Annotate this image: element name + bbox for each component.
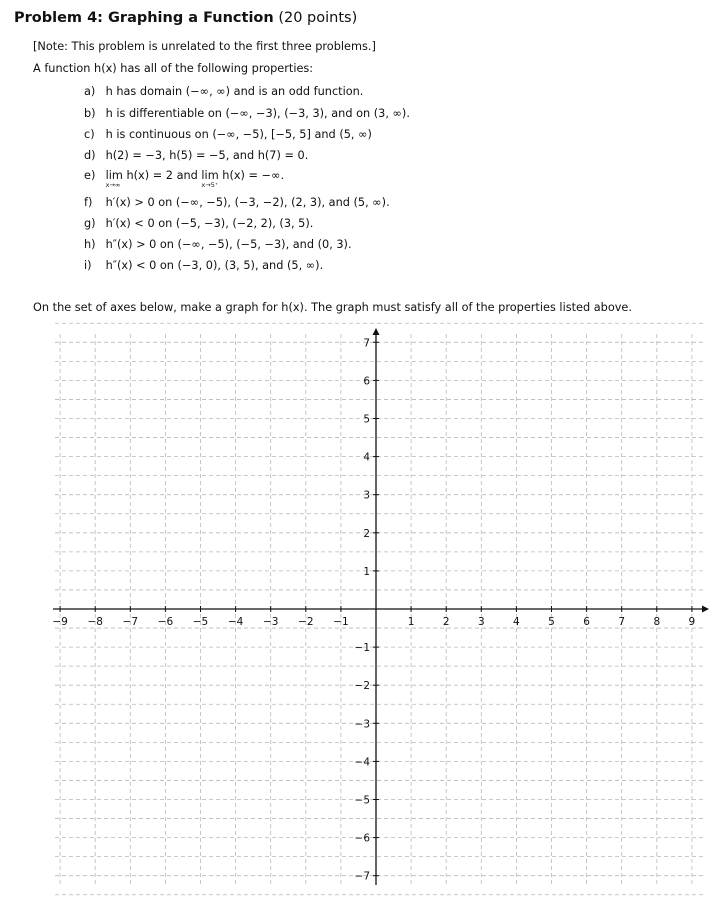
x-tick-label: −8: [87, 616, 103, 628]
y-axis-arrow: [373, 328, 380, 335]
x-tick-label: 9: [688, 616, 696, 628]
property-text: h′(x) > 0 on (−∞, −5), (−3, −2), (2, 3), and (5, ∞).: [105, 196, 390, 209]
y-tick-label: 2: [363, 527, 370, 540]
x-tick-label: 2: [442, 616, 450, 628]
x-tick-label: 8: [653, 616, 661, 628]
property-text: h(2) = −3, h(5) = −5, and h(7) = 0.: [105, 149, 309, 162]
problem-intro: A function h(x) has all of the following properties:: [33, 62, 314, 75]
axes: [53, 328, 709, 885]
x-axis-arrow: [702, 606, 709, 613]
limit-operator: lim x→∞: [105, 169, 123, 189]
x-tick-label: 4: [513, 616, 520, 628]
property-label: a): [84, 85, 96, 98]
property-text: h(x) = −∞.: [218, 169, 285, 182]
y-tick-label: −2: [354, 680, 370, 693]
property-label: g): [84, 217, 96, 230]
problem-points: (20 points): [278, 10, 358, 26]
y-tick-label: −6: [354, 832, 370, 845]
y-tick-label: −3: [354, 718, 370, 731]
property-text: h has domain (−∞, ∞) and is an odd function.: [105, 85, 364, 98]
x-tick-label: 1: [407, 616, 415, 628]
x-tick-label: 3: [477, 616, 485, 628]
y-tick-label: 3: [363, 489, 370, 502]
x-tick-label: 6: [583, 616, 590, 628]
limit-subscript: x→∞: [105, 181, 121, 189]
property-text: h″(x) > 0 on (−∞, −5), (−5, −3), and (0, 3).: [105, 238, 352, 251]
y-tick-label: −4: [354, 756, 370, 769]
x-tick-label: −7: [122, 616, 139, 628]
y-tick-label: −5: [354, 794, 370, 807]
property-text: h″(x) < 0 on (−3, 0), (3, 5), and (5, ∞).: [105, 259, 324, 272]
property-label: h): [84, 238, 96, 251]
x-tick-label: −9: [52, 616, 68, 628]
tick-labels: [52, 337, 695, 882]
x-tick-label: −2: [298, 616, 314, 628]
property-label: b): [84, 107, 96, 120]
limit-subscript: x→5⁺: [201, 181, 219, 189]
y-tick-label: 5: [363, 413, 370, 426]
property-text: h is continuous on (−∞, −5), [−5, 5] and (5, ∞): [105, 128, 372, 141]
graph-instruction: On the set of axes below, make a graph for h(x). The graph must satisfy all of the properties listed above.: [33, 301, 632, 314]
property-text: h is differentiable on (−∞, −3), (−3, 3), and on (3, ∞).: [105, 107, 410, 120]
y-tick-label: −7: [354, 870, 370, 883]
property-label: i): [84, 259, 92, 272]
limit-operator: lim x→5⁺: [201, 169, 219, 189]
x-tick-label: −4: [227, 616, 244, 628]
problem-title-text: Problem 4: Graphing a Function: [14, 10, 274, 26]
y-tick-label: −1: [354, 642, 370, 655]
property-text: h′(x) < 0 on (−5, −3), (−2, 2), (3, 5).: [105, 217, 314, 230]
x-tick-label: −1: [333, 616, 349, 628]
x-tick-label: 5: [548, 616, 555, 628]
y-tick-label: 1: [363, 565, 370, 578]
x-tick-label: −6: [157, 616, 174, 628]
x-tick-label: −3: [262, 616, 279, 628]
x-tick-label: 7: [618, 616, 626, 628]
y-tick-label: 4: [363, 451, 370, 464]
y-tick-label: 7: [363, 337, 370, 350]
property-text: h(x) = 2 and: [122, 169, 202, 182]
x-tick-label: −5: [192, 616, 209, 628]
property-label: f): [84, 196, 93, 209]
property-label: e): [84, 169, 96, 182]
property-label: d): [84, 149, 96, 162]
y-tick-label: 6: [363, 375, 370, 388]
property-label: c): [84, 128, 95, 141]
problem-note: [Note: This problem is unrelated to the first three problems.]: [33, 40, 376, 53]
